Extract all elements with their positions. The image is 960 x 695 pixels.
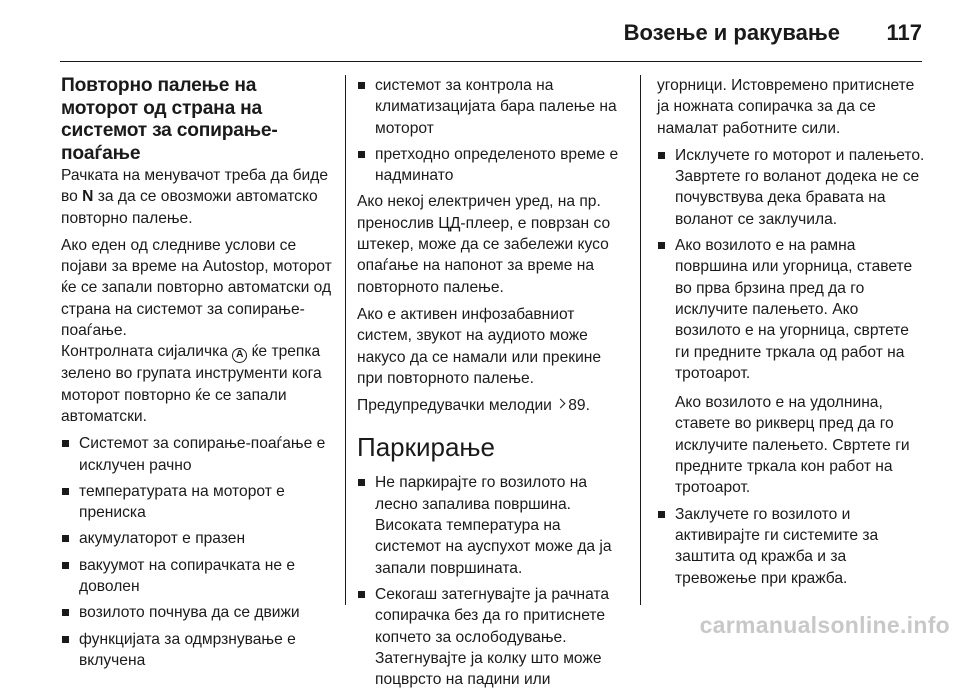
- list-item: возилото почнува да се движи: [61, 602, 337, 623]
- list-item: Ако возилото е на рамна површина или угорница, ставете во прва брзина пред да го исклучите палењето. Ако возилото е на угорница, свртете ги предните тркала од работ на тротоарот. Ако возилото е на удолнина, ставете во рикверц пред да го исклучите палењето. Свртете ги предните тркала кон работ на тротоарот.: [657, 235, 925, 499]
- list-item: функцијата за одмрзнување е вклучена: [61, 629, 337, 672]
- paragraph-voltage: Ако некој електричен уред, на пр. пренослив ЦД-плеер, е поврзан со штекер, може да се забележи кусо опаѓање на напонот за време на повторното палење.: [357, 193, 611, 296]
- column-divider-1: [345, 75, 346, 605]
- column-divider-2: [640, 75, 641, 605]
- paragraph-infotainment: Ако е активен инфозабавниот систем, звукот на аудиото може накусо да се намали или прекине при повторното палење.: [357, 305, 602, 387]
- list-item: системот за контрола на климатизацијата бара палење на моторот: [357, 75, 627, 139]
- page-reference-link[interactable]: 89.: [568, 397, 590, 415]
- parking-list: [357, 472, 627, 690]
- page-header: [0, 0, 960, 62]
- conditions-list-cont: [357, 75, 627, 186]
- list-item: Не паркирајте го возилото на лесно запалива површина. Високата температура на системот на ауспухот може да ја запали површината.: [357, 472, 627, 578]
- watermark: carmanualsonline.info: [699, 612, 950, 638]
- column-1: [61, 75, 337, 676]
- list-item: Исклучете го моторот и палењето. Завртете го воланот додека не се почувствува дека бравата на воланот се заклучила.: [657, 145, 925, 230]
- list-item: Заклучете го возилото и активирајте ги системите за заштита од кражба и за тревожење при кражба.: [657, 504, 925, 589]
- paragraph-continued: угорници. Истовремено притиснете ја ножната сопирачка за да се намалат работните сили.: [657, 77, 915, 137]
- list-item: акумулаторот е празен: [61, 528, 337, 549]
- conditions-list: [61, 433, 337, 671]
- list-item: претходно определеното време е надминато: [357, 144, 627, 187]
- list-item-subparagraph: Ако возилото е на удолнина, ставете во рикверц пред да го исклучите палењето. Свртете ги предните тркала кон работ на тротоарот.: [675, 394, 910, 497]
- list-item: температурата на моторот е прениска: [61, 481, 337, 524]
- list-item: Системот за сопирање-поаѓање е исклучен рачно: [61, 433, 337, 476]
- header-divider: [60, 61, 922, 62]
- section-heading-parking: Паркирање: [357, 432, 496, 463]
- section-heading-restart: Повторно палење на моторот од страна на системот за сопирање-поаѓање: [61, 75, 278, 164]
- paragraph-warning-chimes: Предупредувачки мелодии 89.: [357, 397, 590, 415]
- list-item: Секогаш затегнувајте ја рачната сопирачка без да го притиснете копчето за ослободување. Затегнувајте ја колку што може поцврсто на падини или: [357, 584, 627, 690]
- parking-list-cont: [657, 145, 925, 589]
- header-title: Возење и ракување: [623, 20, 840, 45]
- autostop-indicator-icon: A: [232, 348, 247, 363]
- page-reference-icon: [556, 399, 566, 411]
- column-2: [357, 75, 627, 695]
- column-3: [657, 75, 925, 594]
- paragraph-control-light: Контролната сијаличка A ќе трепка зелено во групата инструменти кога моторот повторно ќе се запали автоматски.: [61, 343, 322, 425]
- paragraph-conditions: Ако еден од следниве услови се појави за време на Autostop, моторот ќе се запали повторно автоматски од страна на системот за сопирање-поаѓање.: [61, 236, 332, 340]
- list-item: вакуумот на сопирачката не е доволен: [61, 555, 337, 598]
- page-number: 117: [886, 20, 922, 45]
- paragraph-gear: Рачката на менувачот треба да биде во N за да се овозможи автоматско повторно палење.: [61, 167, 328, 227]
